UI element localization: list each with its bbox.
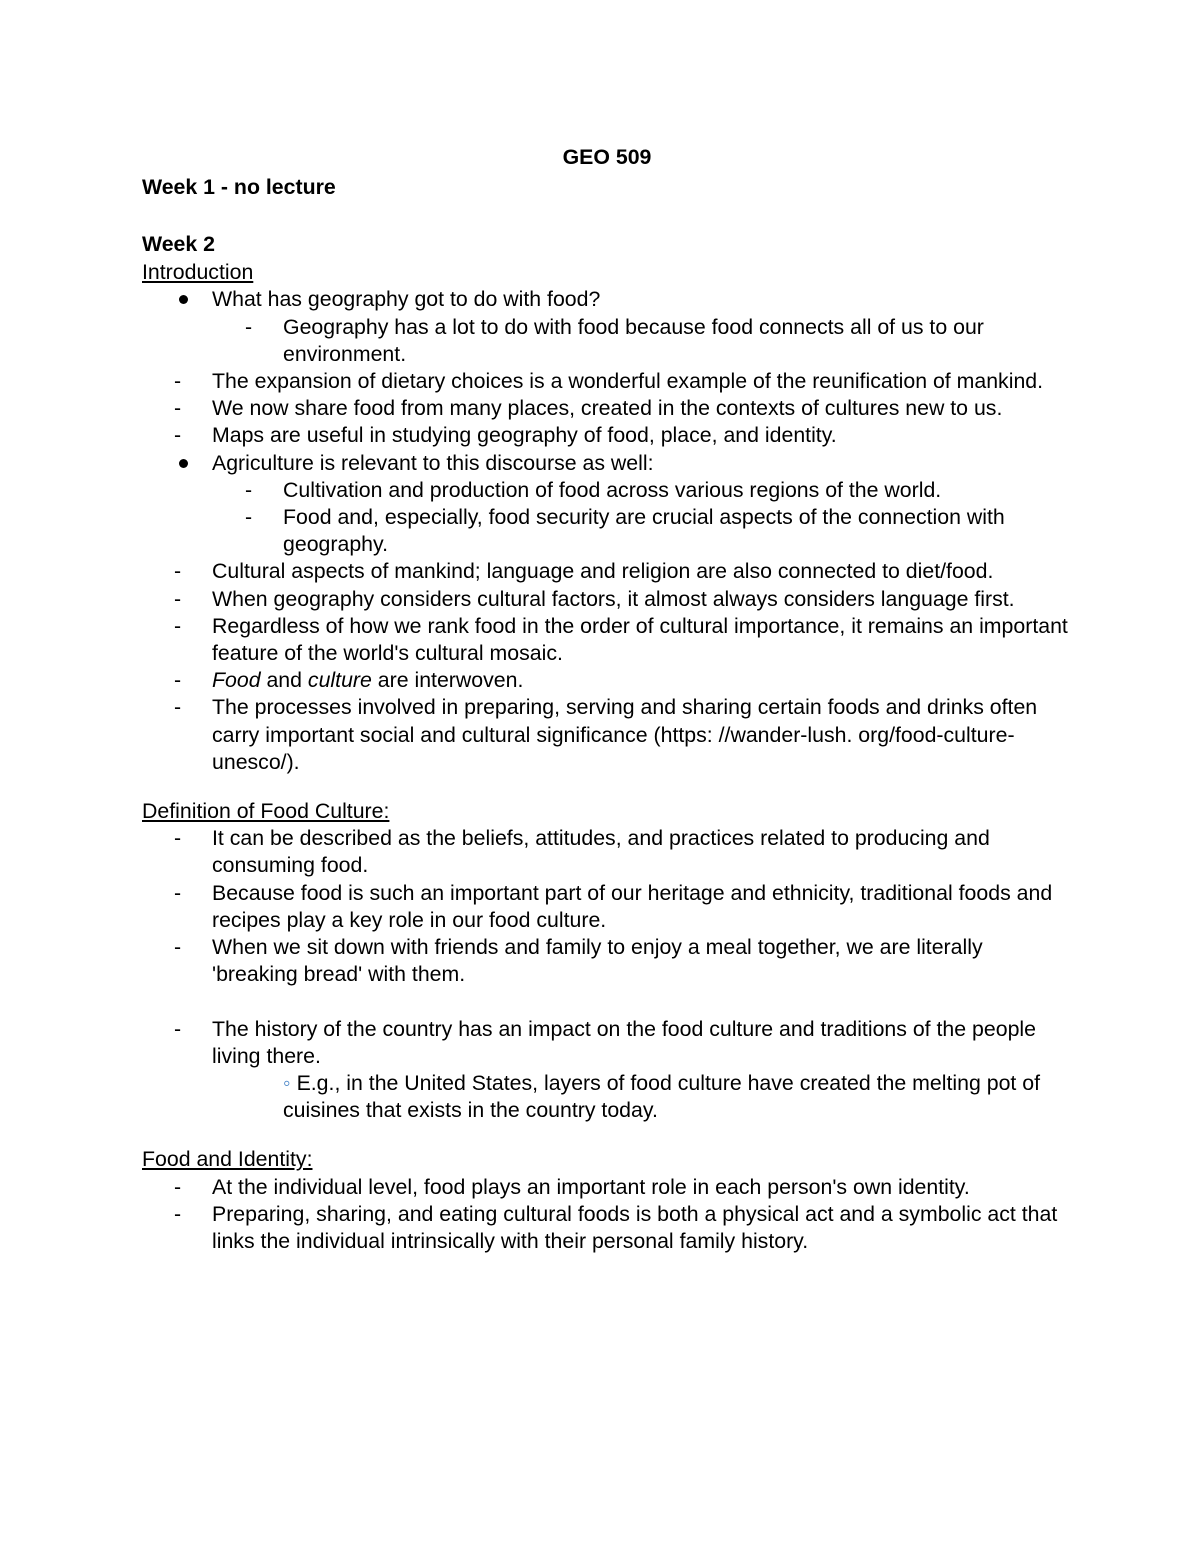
emphasis-culture: culture <box>307 668 372 693</box>
week2-heading: Week 2 <box>142 232 216 257</box>
list-item: - Cultural aspects of mankind; language and religion are also connected to diet/food. <box>142 558 1072 585</box>
list-item: - Geography has a lot to do with food because food connects all of us to our environment. <box>245 314 984 366</box>
dash-marker: - <box>174 369 182 393</box>
list-item: - We now share food from many places, created in the contexts of cultures new to us. <box>142 395 1072 422</box>
list-item: - When geography considers cultural factors, it almost always considers language first. <box>142 586 1072 613</box>
dash-marker: - <box>174 613 182 638</box>
list-item: Agriculture is relevant to this discourse as well: <box>142 450 1072 477</box>
list-item: - It can be described as the beliefs, attitudes, and practices related to producing and consuming food. <box>174 826 990 878</box>
list-item: - Regardless of how we rank food in the order of cultural importance, it remains an important feature of the world's cultural mosaic. <box>174 613 1068 666</box>
intro-list <box>142 286 1072 776</box>
dash-marker: - <box>174 1174 182 1199</box>
list-item: - Maps are useful in studying geography of food, place, and identity. <box>142 422 1072 449</box>
list-item: - The history of the country has an impact on the food culture and traditions of the people living there. <box>174 1016 1036 1068</box>
dash-marker: - <box>174 396 182 421</box>
list-item: - Because food is such an important part of our heritage and ethnicity, traditional foods and recipes play a key role in our food culture. <box>174 880 1053 932</box>
dash-marker: - <box>174 1201 182 1226</box>
list-item: - The processes involved in preparing, serving and sharing certain foods and drinks often carry important social and cultural significance (https: //wander-lush. org/food-culture-unesco/). <box>174 695 1038 774</box>
dash-marker: - <box>174 935 182 960</box>
bullet-icon <box>179 295 188 304</box>
dash-marker: - <box>174 880 182 905</box>
dash-marker: - <box>174 668 182 693</box>
dash-marker: - <box>174 559 182 584</box>
circle-bullet-icon: ◦ <box>283 1071 291 1096</box>
emphasis-food: Food <box>212 668 261 693</box>
list-item: - Food and culture are interwoven. <box>142 667 1072 694</box>
list-item: - Food and, especially, food security are crucial aspects of the connection with geography. <box>245 505 1005 557</box>
dash-marker: - <box>245 477 253 502</box>
dash-marker: - <box>174 1016 182 1041</box>
intro-heading: Introduction <box>142 260 254 285</box>
dash-marker: - <box>174 423 182 448</box>
bullet-icon <box>179 459 188 468</box>
list-item: - At the individual level, food plays an important role in each person's own identity. <box>142 1174 1072 1201</box>
list-item: - When we sit down with friends and family to enjoy a meal together, we are literally 'breaking bread' with them. <box>174 935 983 987</box>
list-item: - The expansion of dietary choices is a wonderful example of the reunification of mankind. <box>142 368 1072 395</box>
document-content <box>142 142 1072 1255</box>
dash-marker: - <box>174 695 182 720</box>
list-item-example: ◦ E.g., in the United States, layers of food culture have created the melting pot of cuisines that exists in the country today. <box>283 1071 1041 1123</box>
list-item: - Cultivation and production of food across various regions of the world. <box>142 477 1072 504</box>
identity-heading: Food and Identity: <box>142 1147 313 1172</box>
dash-marker: - <box>245 505 253 530</box>
dash-marker: - <box>174 826 182 851</box>
document-title: GEO 509 <box>562 145 652 169</box>
definition-heading: Definition of Food Culture: <box>142 799 390 824</box>
list-item: - Preparing, sharing, and eating cultural foods is both a physical act and a symbolic act that links the individual intrinsically with their personal family history. <box>174 1201 1058 1254</box>
week1-heading: Week 1 - no lecture <box>142 175 336 199</box>
list-item: What has geography got to do with food? <box>142 286 1072 313</box>
identity-list <box>142 1174 1072 1256</box>
dash-marker: - <box>174 586 182 611</box>
dash-marker: - <box>245 314 253 339</box>
definition-list <box>142 825 1072 1124</box>
